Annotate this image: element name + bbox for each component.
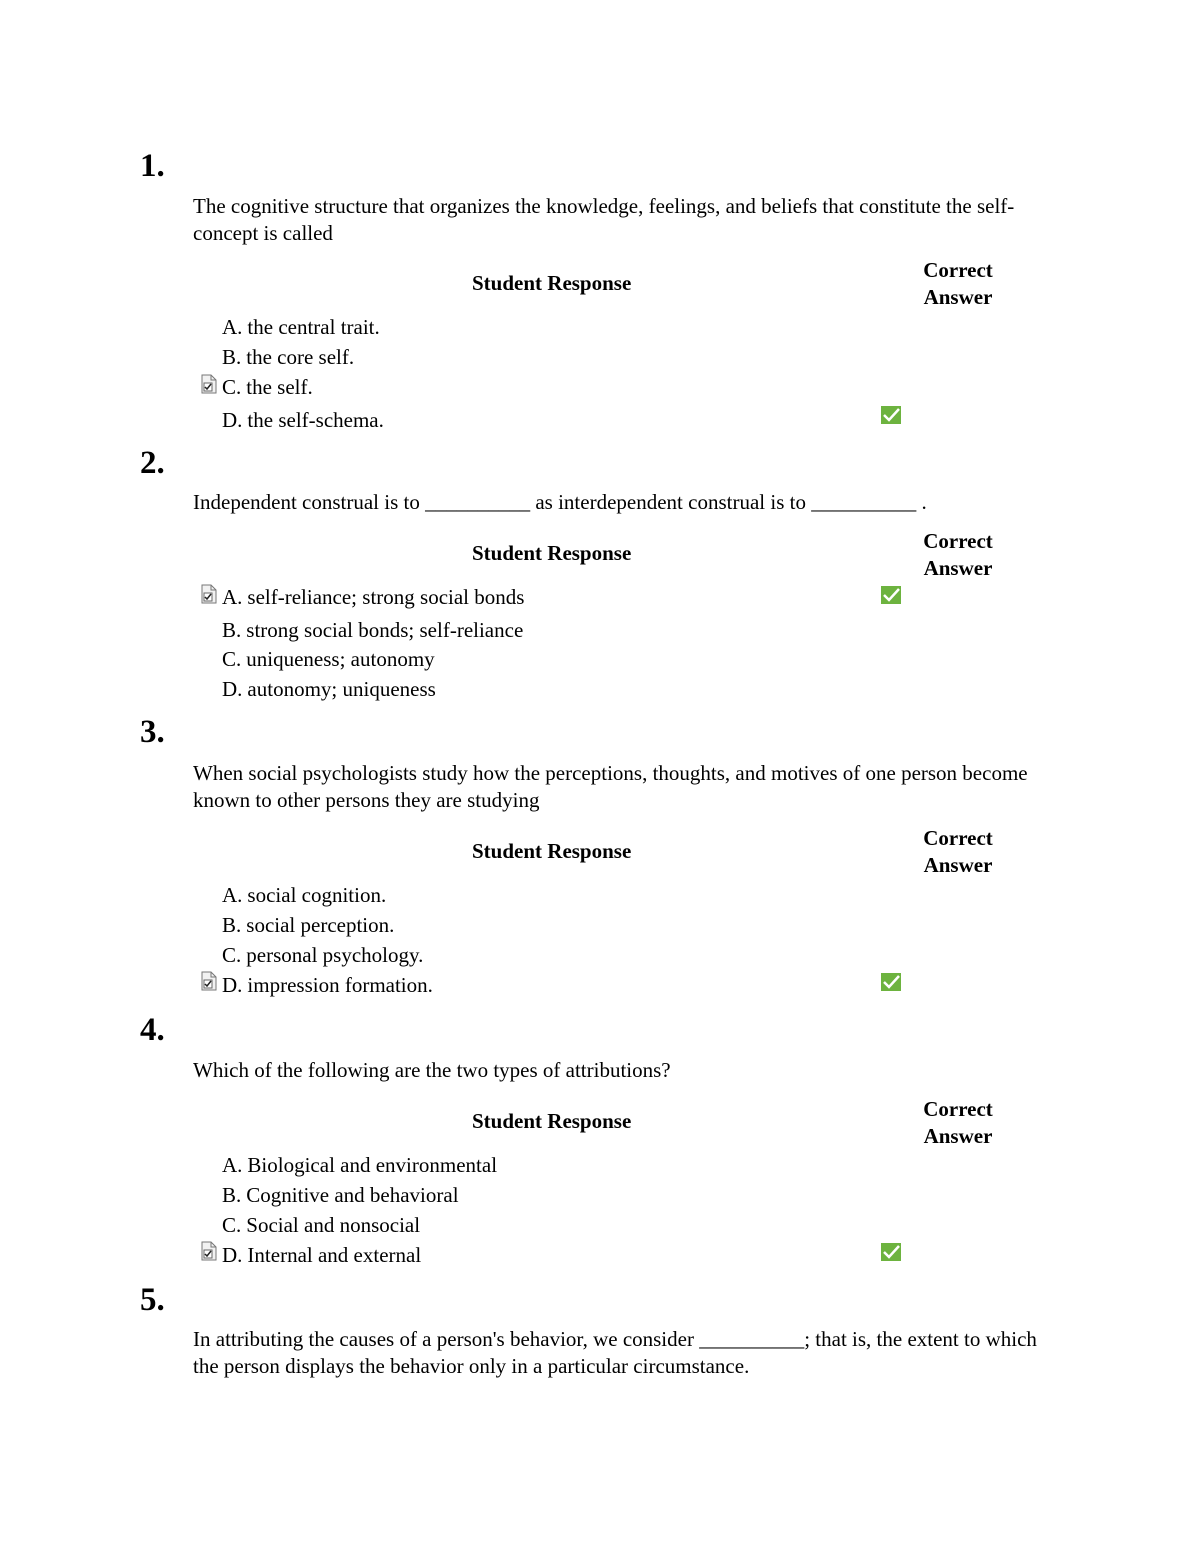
- option-text: Cognitive and behavioral: [246, 1183, 459, 1207]
- correct-answer-header: Correct Answer: [923, 1097, 993, 1148]
- option-b: [222, 913, 394, 937]
- option-d: [222, 677, 436, 701]
- option-text: personal psychology.: [246, 943, 424, 967]
- option-text: Biological and environmental: [247, 1153, 498, 1177]
- question-3-number: 3.: [140, 714, 165, 750]
- option-letter: D.: [222, 1243, 243, 1267]
- student-response-header: Student Response: [472, 1109, 632, 1133]
- correct-check-icon: [880, 1242, 902, 1262]
- option-text: self-reliance; strong social bonds: [247, 585, 525, 609]
- student-response-header: Student Response: [472, 839, 632, 863]
- question-5-text: In attributing the causes of a person's behavior, we consider __________; that is, the extent to which the person displays the behavior only in a particular circumstance.: [193, 1327, 1037, 1378]
- correct-check-icon: [880, 585, 902, 605]
- question-5-number: 5.: [140, 1282, 165, 1318]
- response-marker-icon: [200, 584, 218, 604]
- question-3-text: When social psychologists study how the perceptions, thoughts, and motives of one person become known to other persons they are studying: [193, 761, 1028, 812]
- option-letter: D.: [222, 408, 243, 432]
- option-letter: B.: [222, 1183, 242, 1207]
- option-letter: D.: [222, 973, 243, 997]
- option-c: [222, 1213, 420, 1237]
- question-2-text: Independent construal is to __________ as interdependent construal is to __________ .: [193, 490, 927, 514]
- option-text: impression formation.: [247, 973, 433, 997]
- student-response-header: Student Response: [472, 541, 632, 565]
- student-response-header: Student Response: [472, 271, 632, 295]
- option-b: [222, 345, 354, 369]
- option-a: [222, 883, 386, 907]
- response-marker-icon: [200, 374, 218, 394]
- option-a: [222, 585, 524, 609]
- correct-answer-header: Correct Answer: [923, 529, 993, 580]
- question-1-number: 1.: [140, 148, 165, 184]
- option-letter: A.: [222, 883, 243, 907]
- option-text: the self-schema.: [247, 408, 384, 432]
- option-letter: B.: [222, 345, 242, 369]
- option-text: autonomy; uniqueness: [247, 677, 436, 701]
- option-text: the core self.: [246, 345, 355, 369]
- option-letter: C.: [222, 1213, 242, 1237]
- response-marker-icon: [200, 1241, 218, 1261]
- option-d: [222, 973, 433, 997]
- option-c: [222, 375, 313, 399]
- option-text: Internal and external: [247, 1243, 422, 1267]
- question-1-text: The cognitive structure that organizes the knowledge, feelings, and beliefs that constitute the self-concept is called: [193, 194, 1015, 245]
- correct-check-icon: [880, 972, 902, 992]
- option-a: [222, 315, 380, 339]
- option-d: [222, 408, 384, 432]
- option-letter: C.: [222, 943, 242, 967]
- option-text: social cognition.: [247, 883, 387, 907]
- option-letter: A.: [222, 585, 243, 609]
- option-b: [222, 1183, 459, 1207]
- option-letter: A.: [222, 1153, 243, 1177]
- option-d: [222, 1243, 421, 1267]
- option-text: uniqueness; autonomy: [246, 647, 435, 671]
- question-4-number: 4.: [140, 1012, 165, 1048]
- correct-check-icon: [880, 405, 902, 425]
- option-letter: B.: [222, 618, 242, 642]
- correct-answer-header: Correct Answer: [923, 258, 993, 309]
- option-letter: C.: [222, 375, 242, 399]
- option-c: [222, 647, 435, 671]
- option-text: the self.: [246, 375, 313, 399]
- response-marker-icon: [200, 971, 218, 991]
- option-b: [222, 618, 523, 642]
- option-letter: D.: [222, 677, 243, 701]
- option-a: [222, 1153, 497, 1177]
- option-text: the central trait.: [247, 315, 380, 339]
- option-text: social perception.: [246, 913, 395, 937]
- correct-answer-header: Correct Answer: [923, 826, 993, 877]
- option-text: Social and nonsocial: [246, 1213, 421, 1237]
- question-2-number: 2.: [140, 445, 165, 481]
- option-letter: B.: [222, 913, 242, 937]
- option-text: strong social bonds; self-reliance: [246, 618, 524, 642]
- option-c: [222, 943, 423, 967]
- option-letter: C.: [222, 647, 242, 671]
- option-letter: A.: [222, 315, 243, 339]
- question-4-text: Which of the following are the two types of attributions?: [193, 1058, 671, 1082]
